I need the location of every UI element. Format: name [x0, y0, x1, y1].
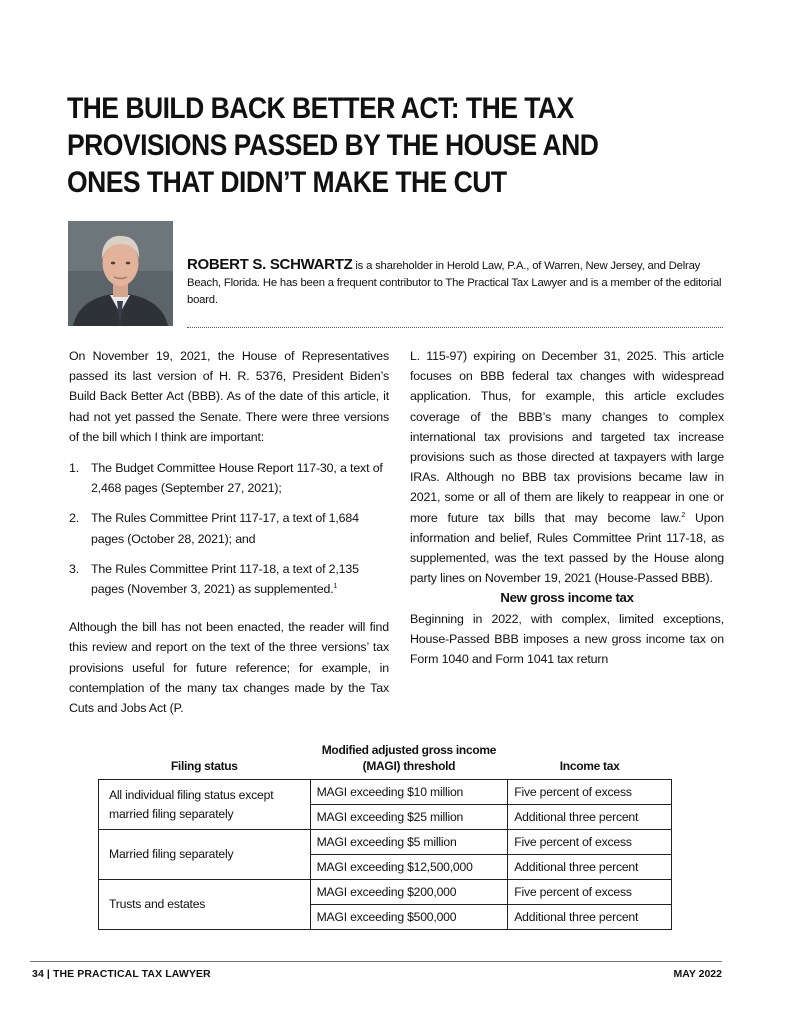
table-row — [99, 880, 672, 905]
list-item-number: 1. — [69, 461, 80, 476]
list-item — [69, 458, 389, 498]
footnote-ref[interactable]: 2 — [681, 511, 686, 519]
list-item-text: The Rules Committee Print 117-17, a text of 1,684 pages (October 28, 2021); and — [91, 511, 359, 546]
threshold-cell: MAGI exceeding $25 million — [310, 805, 508, 830]
threshold-cell: MAGI exceeding $200,000 — [310, 880, 508, 905]
table-row — [99, 780, 672, 805]
footer-date: MAY 2022 — [673, 968, 722, 980]
versions-list — [69, 458, 389, 599]
intro-paragraph: On November 19, 2021, the House of Representatives passed its last version of H. R. 5376, President Biden’s Build Back Better Act (BBB). As of the date of this article, it had not yet passed the Senate. There were three versions of the bill which I think are important: — [69, 349, 389, 444]
footnote-ref[interactable]: 1 — [333, 582, 338, 590]
threshold-cell: MAGI exceeding $500,000 — [310, 905, 508, 930]
author-name: ROBERT S. SCHWARTZ — [187, 256, 353, 273]
filing-status-cell: Trusts and estates — [99, 880, 311, 930]
threshold-cell: MAGI exceeding $10 million — [310, 780, 508, 805]
footer-page-publication: 34 | THE PRACTICAL TAX LAWYER — [32, 968, 211, 980]
paragraph-2: Although the bill has not been enacted, the reader will find this review and report on the text of the three versions’ tax provisions useful for future reference; for example, in contemplation of the many tax changes made by the Tax Cuts and Jobs Act (P. — [69, 620, 389, 716]
paragraph-4: Beginning in 2022, with complex, limited exceptions, House-Passed BBB imposes a new gross income tax on Form 1040 and Form 1041 tax return — [410, 611, 724, 667]
paragraph-3 — [410, 346, 724, 588]
filing-status-cell: Married filing separately — [99, 830, 311, 880]
section-subheading: New gross income tax — [500, 590, 634, 606]
header-income-tax: Income tax — [559, 759, 620, 773]
tax-cell: Five percent of excess — [508, 830, 672, 855]
left-column — [69, 346, 389, 718]
list-item — [69, 508, 389, 548]
author-portrait-icon — [68, 221, 173, 326]
author-bio-text: is a shareholder in Herold Law, P.A., of Warren, New Jersey, and Delray Beach, Florida. He has been a frequent contributor to The Practical Tax Lawyer and is a member of the editorial board. — [187, 260, 722, 306]
tax-cell: Five percent of excess — [508, 780, 672, 805]
table-row — [99, 830, 672, 855]
tax-cell: Five percent of excess — [508, 880, 672, 905]
author-bio — [187, 256, 727, 309]
tax-cell: Additional three percent — [508, 805, 672, 830]
header-magi-threshold: Modified adjusted gross income (MAGI) threshold — [321, 743, 497, 773]
article-title: THE BUILD BACK BETTER ACT: THE TAX PROVISIONS PASSED BY THE HOUSE AND ONES THAT DIDN’T MAKE THE CUT — [67, 92, 599, 199]
header-filing-status: Filing status — [170, 759, 238, 773]
list-item-number: 3. — [69, 561, 80, 576]
author-photo — [68, 221, 173, 326]
income-tax-table — [98, 742, 672, 930]
right-column — [410, 346, 724, 669]
bio-divider — [187, 327, 723, 328]
list-item — [69, 559, 389, 599]
list-item-text: The Rules Committee Print 117-18, a text of 2,135 pages (November 3, 2021) as supplemented. — [91, 561, 359, 597]
list-item-number: 2. — [69, 511, 80, 526]
threshold-cell: MAGI exceeding $5 million — [310, 830, 508, 855]
threshold-cell: MAGI exceeding $12,500,000 — [310, 855, 508, 880]
paragraph-3-text-cont: Upon information and belief, Rules Committee Print 117-18, as supplemented, was the text passed by the House along party lines on November 19, 2021 (House-Passed BBB). — [410, 510, 724, 586]
tax-cell: Additional three percent — [508, 855, 672, 880]
paragraph-3-text: L. 115-97) expiring on December 31, 2025. This article focuses on BBB federal tax changes with widespread application. Thus, for example, this article excludes coverage of the BBB’s many changes to complex international tax provisions and targeted tax increase provisions such as those directed at taxpayers with large IRAs. Although no BBB tax provisions became law in 2021, some or all of them are likely to reappear in one or more future tax bills that may become law. — [410, 349, 724, 525]
filing-status-cell: All individual filing status except married filing separately — [99, 780, 311, 830]
list-item-text: The Budget Committee House Report 117-30, a text of 2,468 pages (September 27, 2021); — [91, 461, 383, 496]
table-header-row — [99, 742, 672, 780]
tax-cell: Additional three percent — [508, 905, 672, 930]
footer-divider — [30, 961, 722, 962]
